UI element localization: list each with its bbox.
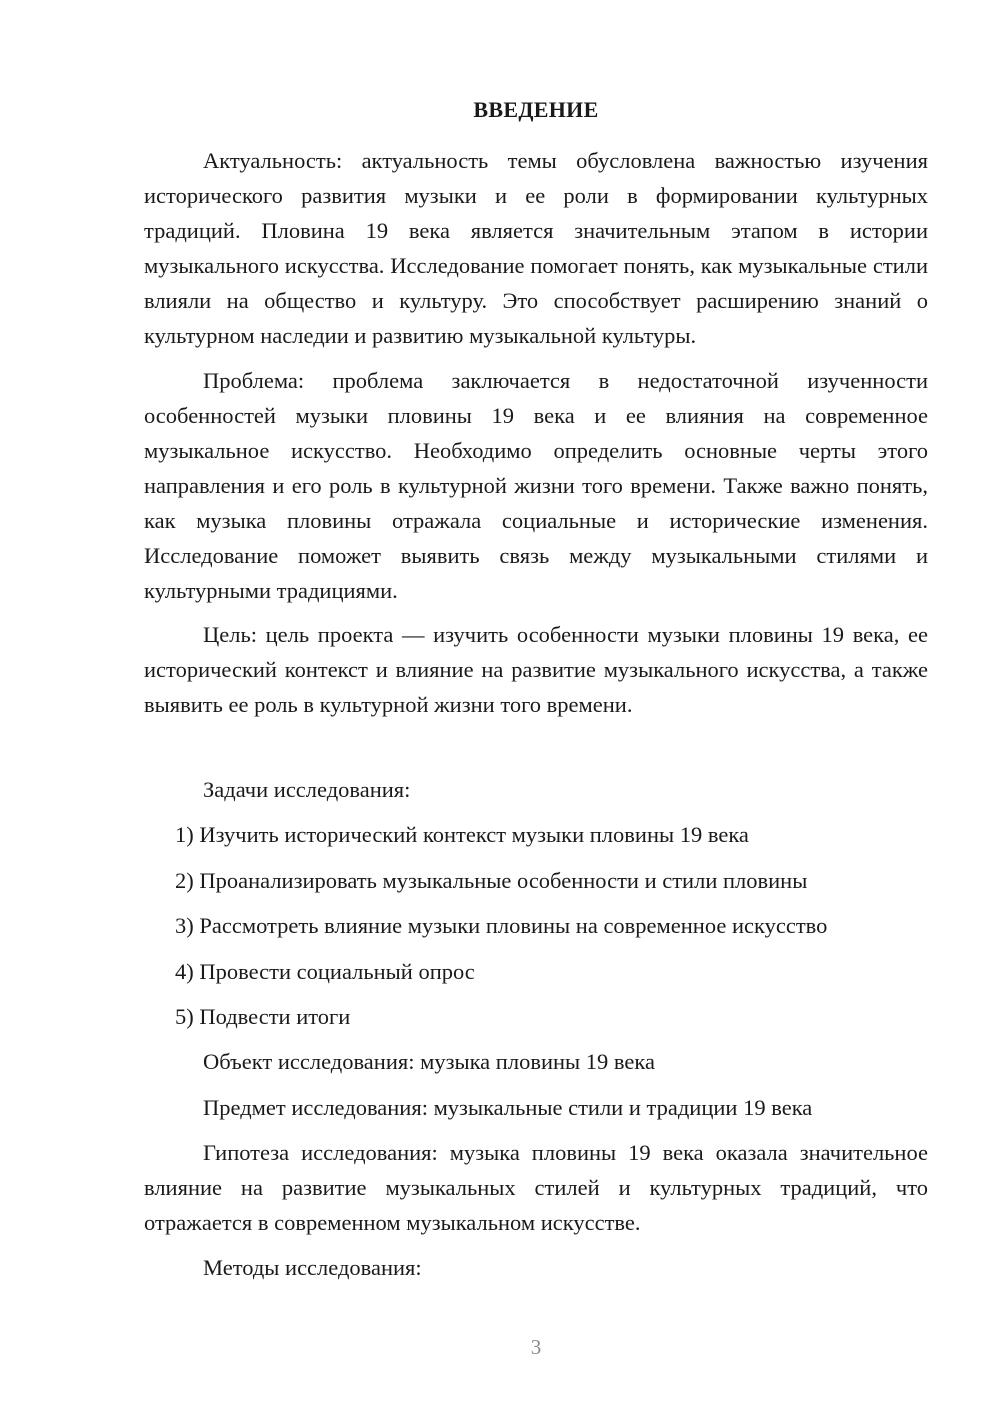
list-item: 1) Изучить исторический контекст музыки пловины 19 века xyxy=(175,822,749,847)
hypothesis-paragraph: Гипотеза исследования: музыка пловины 19 века оказала значительное влияние на развитие музыкальных стилей и культурных традиций, что отражается в современном музыкальном искусстве. xyxy=(144,1140,928,1236)
methods-heading: Методы исследования: xyxy=(203,1255,422,1280)
problem-paragraph: Проблема: проблема заключается в недостаточной изученности особенностей музыки пловины 19 века и ее влияния на современное музыкальное искусство. Необходимо определить основные черты этого направления и его роль в культурной жизни того времени. Также важно понять, как музыка пловины отражала социальные и исторические изменения. Исследование поможет выявить связь между музыкальными стилями и культурными традициями. xyxy=(144,367,928,604)
research-subject: Предмет исследования: музыкальные стили и традиции 19 века xyxy=(203,1095,813,1120)
tasks-heading: Задачи исследования: xyxy=(203,777,411,802)
research-object: Объект исследования: музыка пловины 19 века xyxy=(203,1049,655,1074)
list-item: 3) Рассмотреть влияние музыки пловины на современное искусство xyxy=(175,913,828,938)
relevance-paragraph: Актуальность: актуальность темы обусловлена важностью изучения исторического развития музыки и ее роли в формировании культурных традиций. Пловина 19 века является значительным этапом в истории музыкального искусства. Исследование помогает понять, как музыкальные стили влияли на общество и культуру. Это способствует расширению знаний о культурном наследии и развитию музыкальной культуры. xyxy=(144,148,928,349)
intro-paragraphs xyxy=(144,143,928,723)
goal-paragraph: Цель: цель проекта — изучить особенности музыки пловины 19 века, ее исторический контекст и влияние на развитие музыкального искусства, а также выявить ее роль в культурной жизни того времени. xyxy=(144,622,928,718)
object-block xyxy=(144,1044,928,1079)
tasks-list xyxy=(175,817,827,1045)
subject-block xyxy=(144,1090,928,1125)
list-item: 4) Провести социальный опрос xyxy=(175,958,475,984)
methods-block xyxy=(144,1250,928,1285)
list-item: 5) Подвести итоги xyxy=(175,1004,351,1029)
hypothesis-block xyxy=(144,1135,928,1240)
page-number: 3 xyxy=(530,1335,542,1359)
page-title: ВВЕДЕНИЕ xyxy=(473,97,599,122)
tasks-heading-block xyxy=(144,772,928,807)
list-item: 2) Проанализировать музыкальные особенности и стили пловины xyxy=(175,867,808,893)
